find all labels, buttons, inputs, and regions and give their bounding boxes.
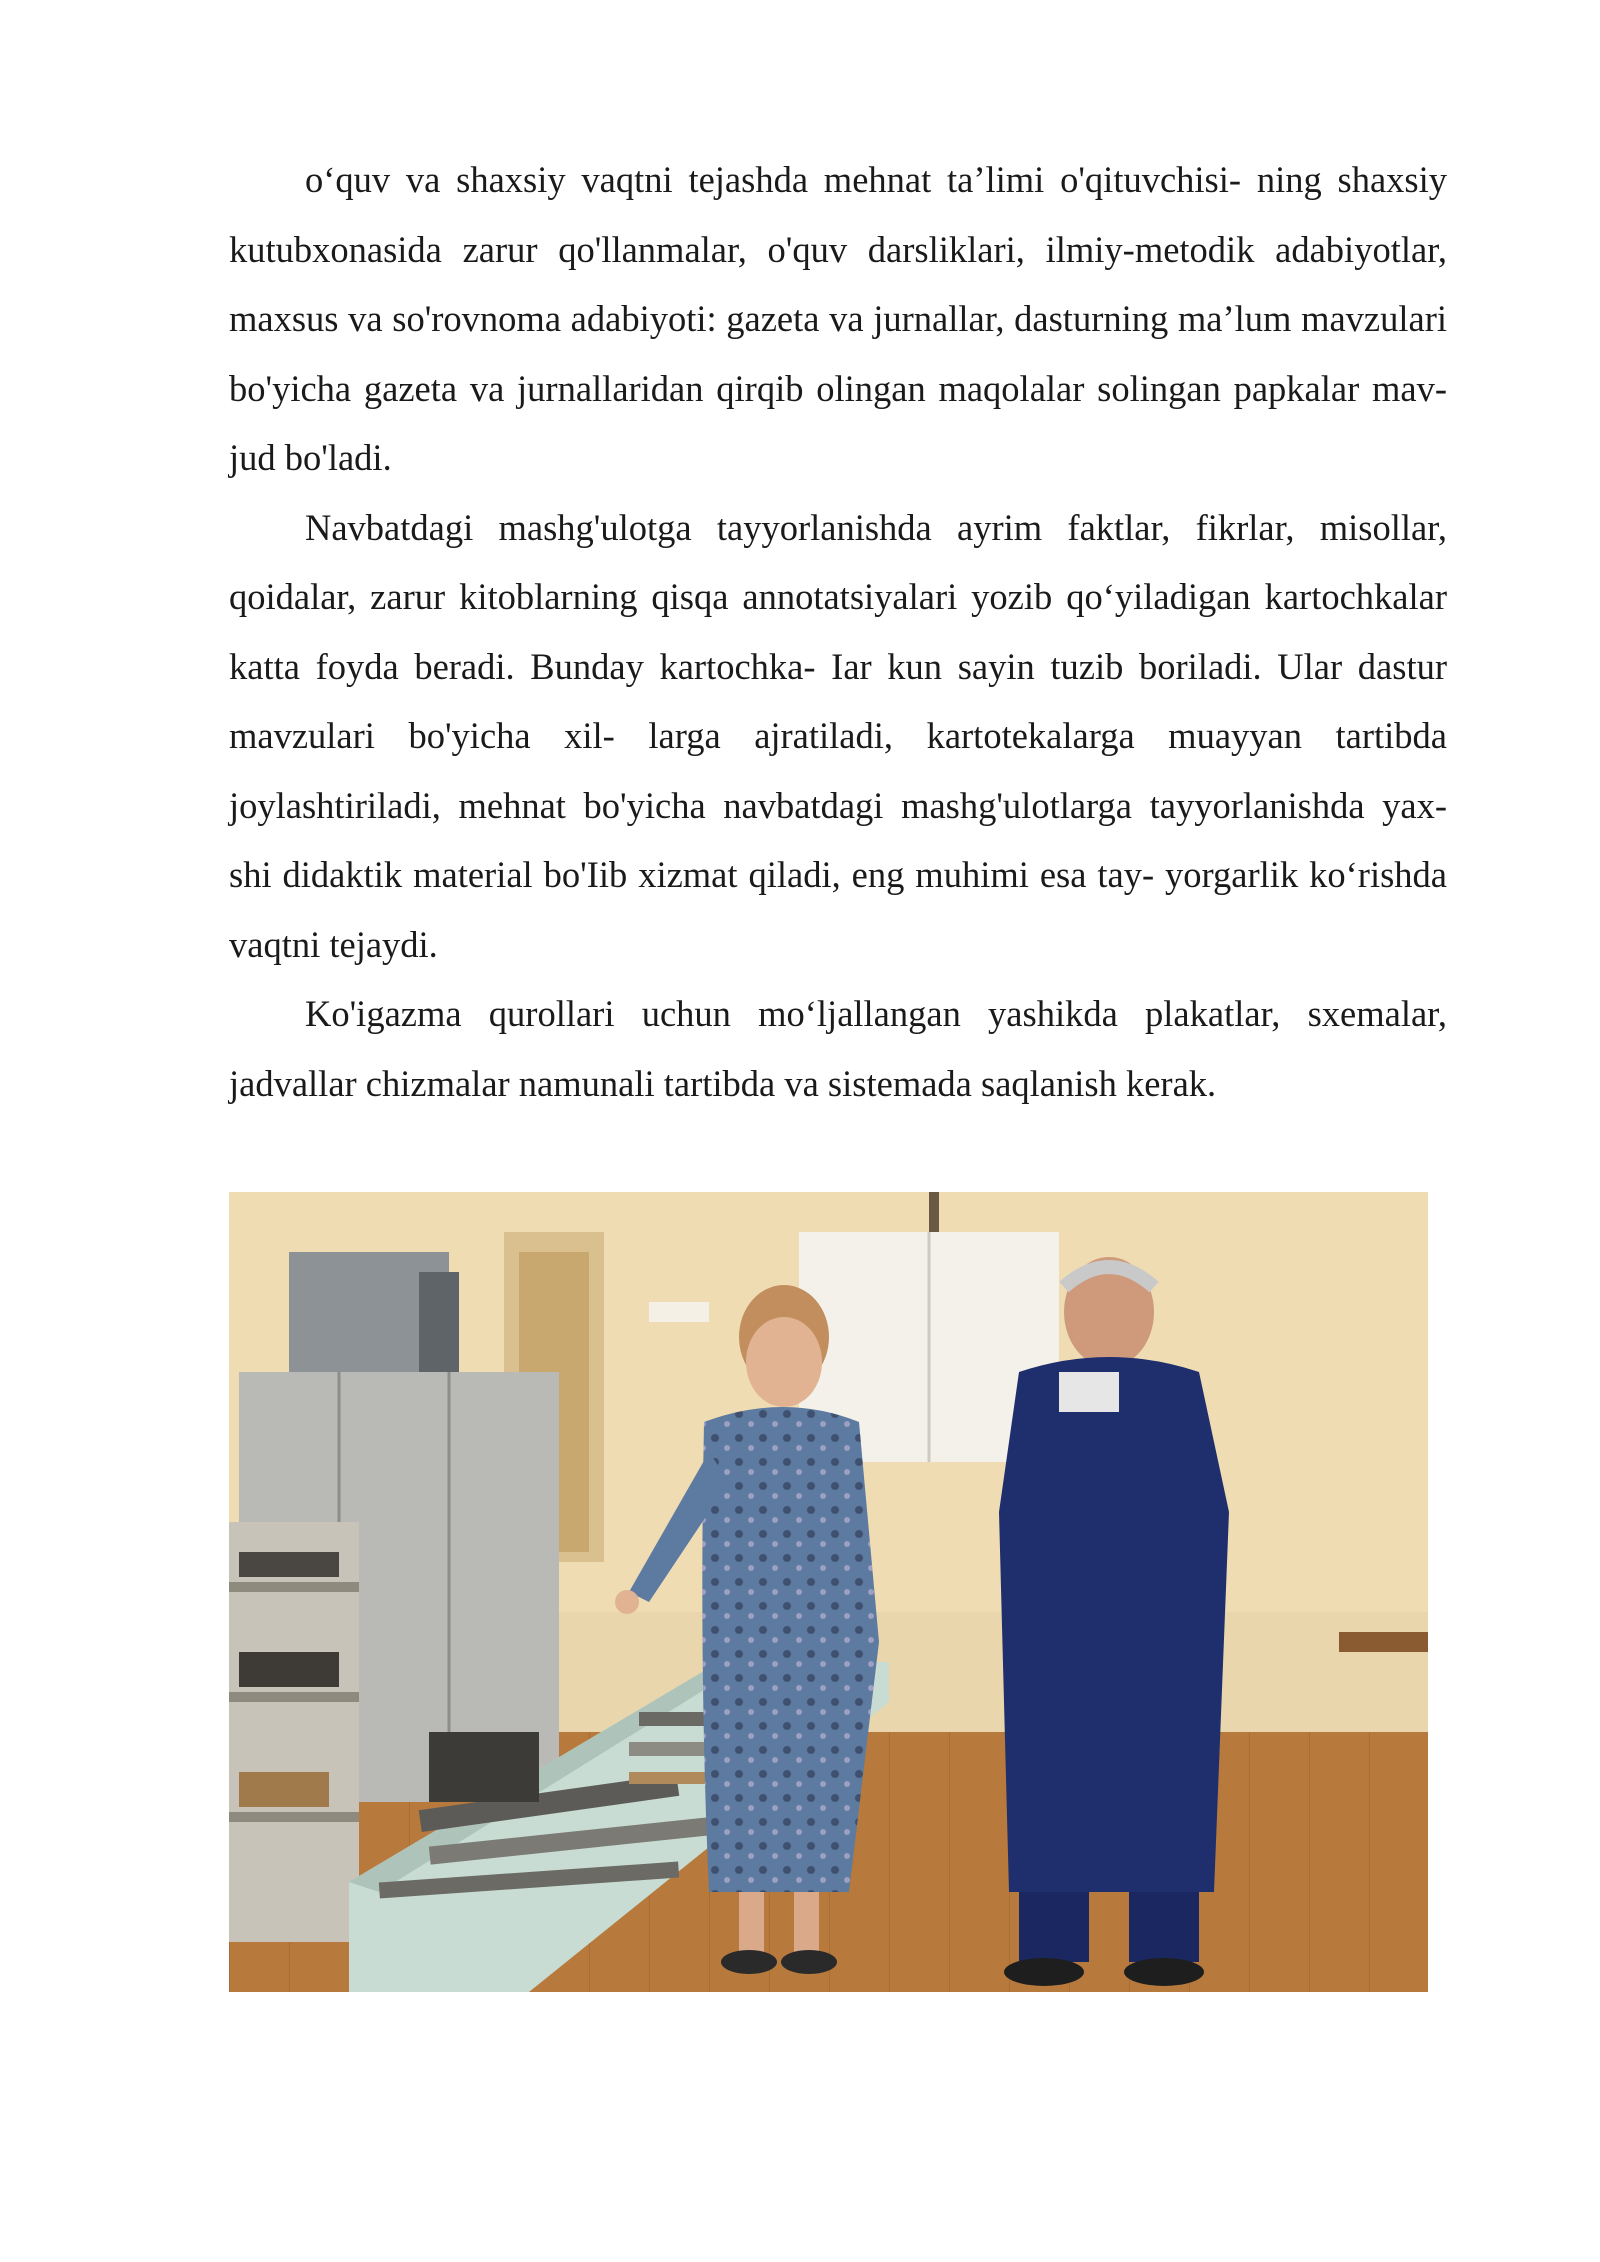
paragraph-3: Ko'igazma qurollari uchun mo‘ljallangan yashikda plakatlar, sxemalar, jadvallar chizmalar namunali tartibda va sistemada saqlanish kerak. xyxy=(229,993,1447,1104)
paragraph-2: Navbatdagi mashg'ulotga tayyorlanishda ayrim faktlar, fikrlar, misollar, qoidalar, zarur kitoblarning qisqa annotatsiyalari yozib qo‘yiladigan kartochkalar katta foyda beradi. Bunday kartochka- Iar kun sayin tuzib boriladi. Ular dastur mavzulari bo'yicha xil- larga ajratiladi, kartotekalarga muayyan tartibda joylashtiriladi, mehnat bo'yicha navbatdagi mashg'ulotlarga tayyorlanishda yax- shi didaktik material bo'Iib xizmat qiladi, eng muhimi esa tay- yorgarlik ko‘rishda vaqtni tejaydi. xyxy=(229,506,1447,965)
workshop-photo-illustration xyxy=(229,1192,1428,1992)
body-text xyxy=(229,145,1447,1118)
paragraph-1: o‘quv va shaxsiy vaqtni tejashda mehnat ta’limi o'qituvchisi- ning shaxsiy kutubxonasida zarur qo'llanmalar, o'quv darsliklari, ilmiy-metodik adabiyotlar, maxsus va so'rovnoma adabiyoti: gazeta va jurnallar, dasturning ma’lum mavzulari bo'yicha gazeta va jurnallaridan qirqib olingan maqolalar solingan papkalar mav- jud bo'ladi. xyxy=(229,159,1447,478)
workshop-photo xyxy=(229,1192,1428,1992)
